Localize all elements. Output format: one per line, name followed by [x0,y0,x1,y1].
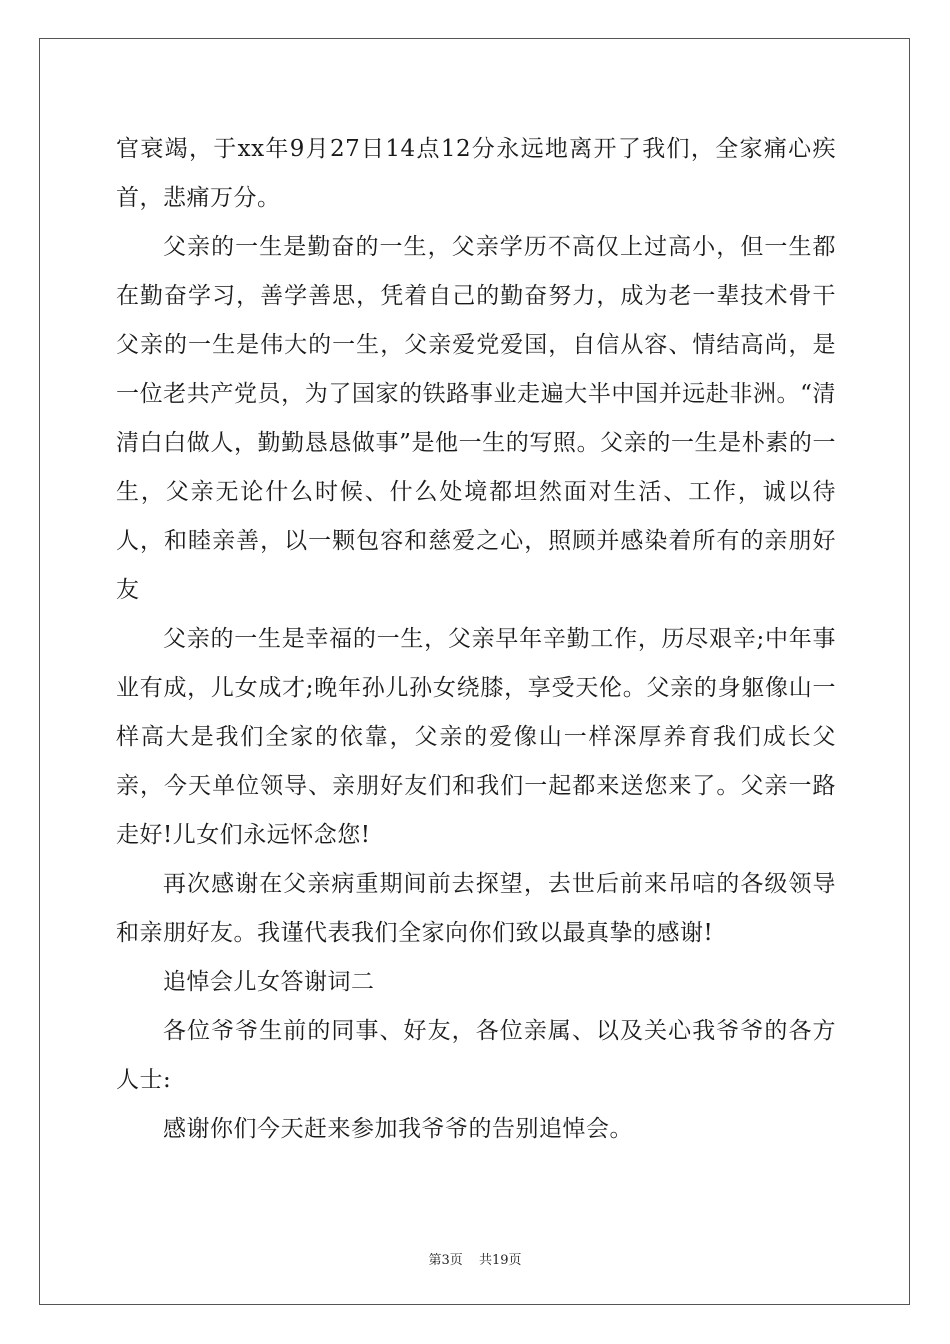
page-number: 第3页 [428,1253,463,1268]
section-heading: 追悼会儿女答谢词二 [163,969,375,995]
page-footer [0,1249,950,1268]
paragraph-salutation: 各位爷爷生前的同事、好友，各位亲属、以及关心我爷爷的各方人士: [116,1018,836,1093]
page-total: 共19页 [478,1253,522,1268]
document-body [116,125,836,1154]
paragraph-continuation: 官衰竭，于xx年9月27日14点12分永远地离开了我们，全家痛心疾首，悲痛万分。 [116,136,836,211]
paragraph-thanks: 再次感谢在父亲病重期间前去探望，去世后前来吊唁的各级领导和亲朋好友。我谨代表我们全家向你们致以最真挚的感谢! [116,871,836,946]
paragraph-opening: 感谢你们今天赶来参加我爷爷的告别追悼会。 [163,1116,633,1142]
paragraph-happy-life: 父亲的一生是幸福的一生，父亲早年辛勤工作，历尽艰辛;中年事业有成，儿女成才;晚年孙儿孙女绕膝，享受天伦。父亲的身躯像山一样高大是我们全家的依靠，父亲的爱像山一样深厚养育我们成长父亲，今天单位领导、亲朋好友们和我们一起都来送您来了。父亲一路走好!儿女们永远怀念您! [116,626,836,848]
paragraph-diligent-life: 父亲的一生是勤奋的一生，父亲学历不高仅上过高小，但一生都在勤奋学习，善学善思，凭着自己的勤奋努力，成为老一辈技术骨干父亲的一生是伟大的一生，父亲爱党爱国，自信从容、情结高尚，是一位老共产党员，为了国家的铁路事业走遍大半中国并远赴非洲。“清清白白做人，勤勤恳恳做事”是他一生的写照。父亲的一生是朴素的一生，父亲无论什么时候、什么处境都坦然面对生活、工作，诚以待人，和睦亲善，以一颗包容和慈爱之心，照顾并感染着所有的亲朋好友 [116,234,836,603]
